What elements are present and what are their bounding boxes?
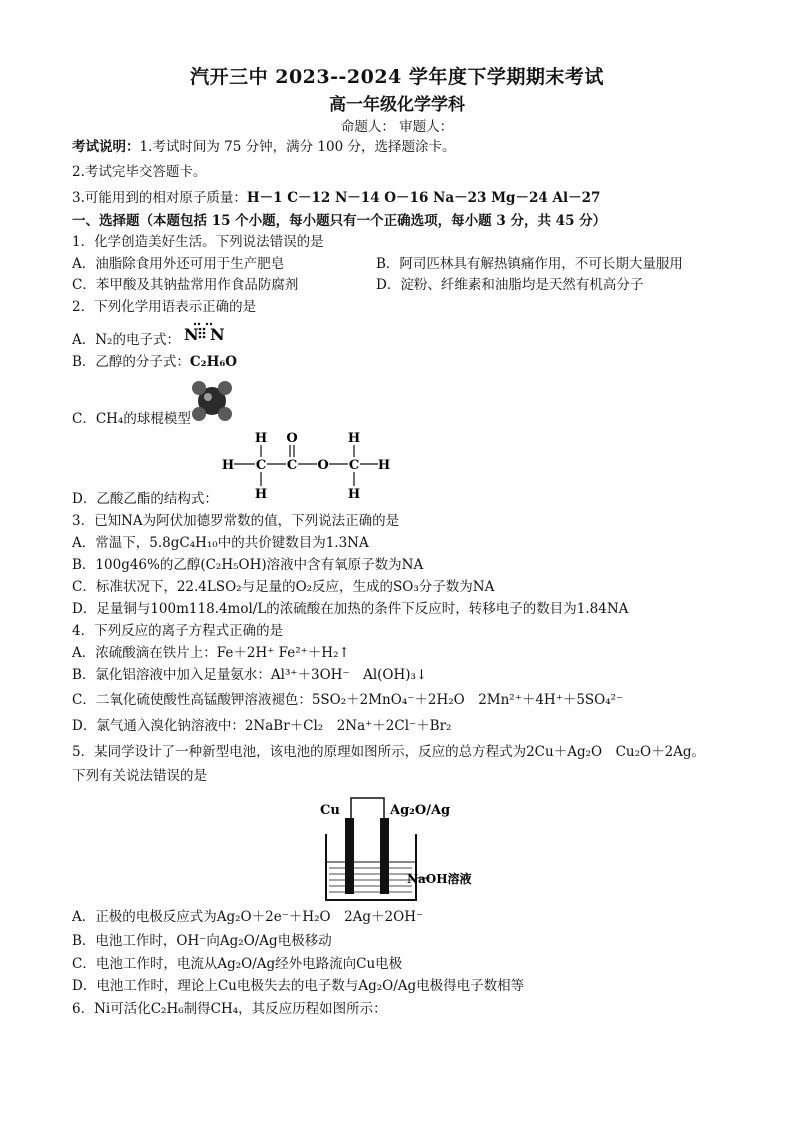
exam-subtitle: 高一年级化学学科 [329, 95, 465, 115]
ag-electrode [380, 818, 389, 894]
q5-option-d: D．电池工作时，理论上Cu电极失去的电子数与Ag₂O/Ag电极得电子数相等 [72, 978, 525, 994]
q4-option-c: C．二氧化硫使酸性高锰酸钾溶液褪色：5SO₂＋2MnO₄⁻＋2H₂O 2Mn²⁺＋4H⁺＋5SO₄²⁻ [72, 692, 624, 708]
label-ag2o-ag: Ag₂O/Ag [390, 803, 451, 818]
atom-h-bottom-1: H [254, 487, 268, 502]
q5-option-c: C．电池工作时，电流从Ag₂O/Ag经外电路流向Cu电极 [72, 956, 403, 972]
q3-stem: 3．已知NA为阿伏加德罗常数的值，下列说法正确的是 [72, 513, 400, 529]
atom-h-top-2: H [347, 431, 361, 446]
instruction-line-3 [72, 189, 600, 207]
q1-option-d: D．淀粉、纤维素和油脂均是天然有机高分子 [376, 277, 644, 293]
q5-option-a: A．正极的电极反应式为Ag₂O＋2e⁻＋H₂O 2Ag＋2OH⁻ [72, 909, 424, 925]
q2-stem: 2．下列化学用语表示正确的是 [72, 299, 257, 315]
q4-option-d: D．氯气通入溴化钠溶液中：2NaBr＋Cl₂ 2Na⁺＋2Cl⁻＋Br₂ [72, 718, 452, 734]
q1-option-a: A．油脂除食用外还可用于生产肥皂 [72, 256, 285, 272]
svg-text:N: N [210, 325, 225, 344]
q2-option-d [72, 490, 218, 508]
label-naoh-solution: NaOH溶液 [407, 872, 472, 886]
atom-h-right: H [377, 458, 391, 473]
svg-text:N: N [184, 325, 199, 344]
exam-authors: 命题人： 审题人： [340, 119, 454, 135]
instruction-text-3: 3.可能用到的相对原子质量： [72, 190, 247, 206]
atom-c-1: C [255, 458, 267, 473]
instruction-label: 考试说明： [72, 139, 140, 155]
q2-option-c [72, 410, 191, 428]
atom-o-ester: O [317, 458, 329, 473]
q2-option-c-label: C．CH₄的球棍模型 [72, 411, 191, 427]
q2-option-b-label: B．乙醇的分子式： [72, 354, 190, 370]
q2-option-d-label: D．乙酸乙酯的结构式： [72, 491, 218, 507]
q6-stem: 6．Ni可活化C₂H₆制得CH₄，其反应历程如图所示： [72, 1001, 387, 1017]
instruction-line-2: 2.考试完毕交答题卡。 [72, 164, 207, 180]
ethanol-formula: C₂H₆O [189, 354, 238, 370]
atom-c-3: C [348, 458, 360, 473]
q3-option-d: D．足量铜与100m118.4mol/L的浓硫酸在加热的条件下反应时，转移电子的数目为1.84NA [72, 601, 629, 617]
q1-option-c: C．苯甲酸及其钠盐常用作食品防腐剂 [72, 277, 299, 293]
ch4-ball-stick-model [189, 378, 235, 424]
atom-h-bottom-2: H [347, 487, 361, 502]
q3-option-a: A．常温下，5.8gC₄H₁₀中的共价键数目为1.3NA [72, 535, 369, 551]
q3-option-b: B．100g46%的乙醇(C₂H₅OH)溶液中含有氧原子数为NA [72, 557, 424, 573]
section-heading: 一、选择题（本题包括 15 个小题，每小题只有一个正确选项，每小题 3 分，共 45 分） [72, 213, 607, 229]
q4-option-b: B．氯化铝溶液中加入足量氨水：Al³⁺＋3OH⁻ Al(OH)₃↓ [72, 667, 428, 683]
q1-stem: 1．化学创造美好生活。下列说法错误的是 [72, 234, 324, 250]
q5-option-b: B．电池工作时，OH⁻向Ag₂O/Ag电极移动 [72, 933, 332, 949]
q2-option-a [72, 331, 180, 349]
cu-electrode [345, 818, 354, 894]
q5-stem-line-1: 5．某同学设计了一种新型电池，该电池的原理如图所示，反应的总方程式为2Cu＋Ag₂O Cu₂O＋2Ag。 [72, 744, 706, 760]
q4-option-a: A．浓硫酸滴在铁片上：Fe＋2H⁺ Fe²⁺＋H₂↑ [72, 645, 350, 661]
atom-h-top-1: H [254, 431, 268, 446]
q1-option-b: B．阿司匹林具有解热镇痛作用，不可长期大量服用 [376, 256, 683, 272]
q2-option-a-label: A．N₂的电子式： [72, 332, 180, 348]
n2-electron-dot-structure [183, 322, 225, 344]
q2-option-b [72, 353, 237, 371]
q5-stem-line-2: 下列有关说法错误的是 [72, 768, 207, 784]
label-cu: Cu [320, 803, 340, 818]
battery-diagram [312, 790, 482, 906]
atomic-masses: H－1 C－12 N－14 O－16 Na－23 Mg－24 Al－27 [246, 190, 601, 206]
atom-h-left: H [221, 458, 235, 473]
q4-stem: 4．下列反应的离子方程式正确的是 [72, 623, 284, 639]
instruction-text-1: 1.考试时间为 75 分钟，满分 100 分，选择题涂卡。 [139, 139, 456, 155]
ethyl-acetate-structure [218, 430, 396, 504]
atom-c-2: C [286, 458, 298, 473]
q3-option-c: C．标准状况下，22.4LSO₂与足量的O₂反应，生成的SO₃分子数为NA [72, 579, 495, 595]
instruction-line-1 [72, 138, 456, 156]
exam-title: 汽开三中 2023--2024 学年度下学期期末考试 [190, 66, 604, 88]
atom-o-carbonyl: O [286, 431, 298, 446]
